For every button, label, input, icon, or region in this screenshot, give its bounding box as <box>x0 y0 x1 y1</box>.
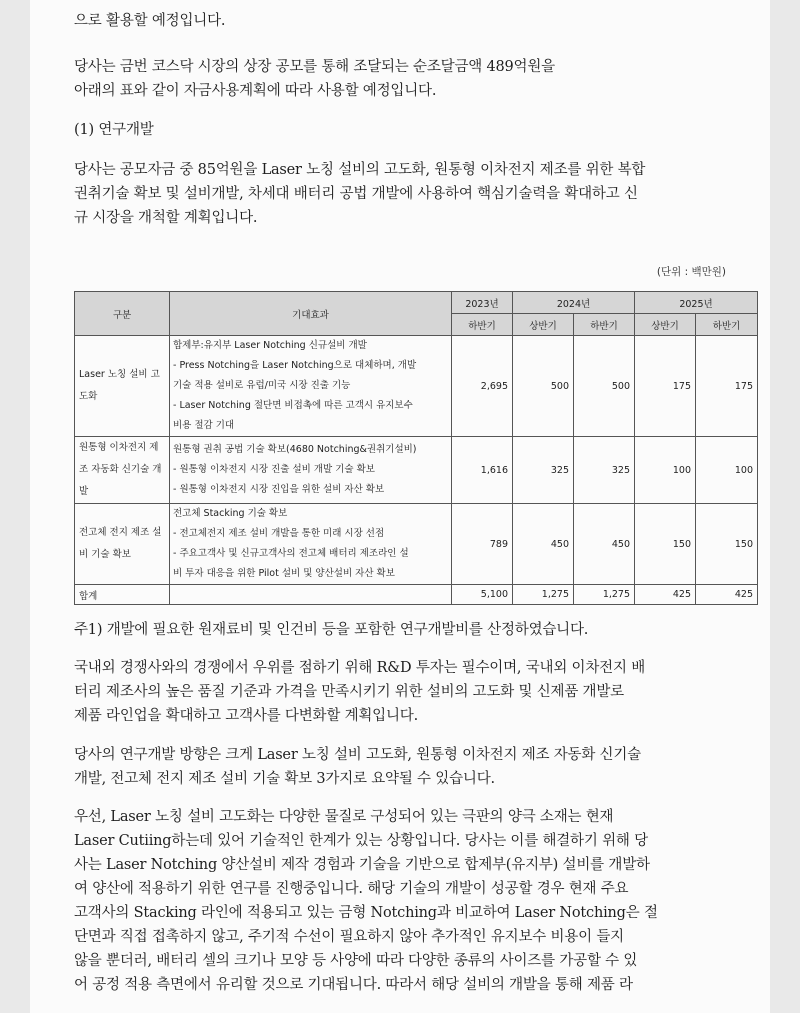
paragraph-competition <box>74 656 734 728</box>
effect-line: - 주요고객사 및 신규고객사의 전고체 배터리 제조라인 설 <box>173 548 409 559</box>
row-effects <box>170 336 452 437</box>
header-half: 하반기 <box>452 314 513 336</box>
value-cell: 150 <box>635 504 696 585</box>
effect-line: 원통형 권취 공법 기술 확보(4680 Notching&권취기설비) <box>173 444 417 455</box>
text-line: (1) 연구개발 <box>74 122 154 138</box>
header-category: 구분 <box>75 292 170 336</box>
total-label: 합계 <box>75 585 170 605</box>
table-total-row <box>75 585 758 605</box>
value-cell: 450 <box>574 504 635 585</box>
section-heading <box>74 118 734 142</box>
header-half: 하반기 <box>696 314 758 336</box>
row-category: 원통형 이차전지 제조 자동화 신기술 개발 <box>75 437 170 504</box>
text-line: 국내외 경쟁사와의 경쟁에서 우위를 점하기 위해 R&D 투자는 필수이며, 국내외 이차전지 배 <box>74 660 646 676</box>
text-line: 당사는 공모자금 중 85억원을 Laser 노칭 설비의 고도화, 원통형 이차전지 제조를 위한 복합 <box>74 162 646 178</box>
table-footnote <box>74 618 734 642</box>
row-category: Laser 노칭 설비 고도화 <box>75 336 170 437</box>
effect-line: - Press Notching을 Laser Notching으로 대체하며, 개발 <box>173 360 417 371</box>
header-year: 2024년 <box>513 292 635 314</box>
text-line: 주1) 개발에 필요한 원재료비 및 인건비 등을 포함한 연구개발비를 산정하였습니다. <box>74 622 589 638</box>
value-cell: 500 <box>513 336 574 437</box>
header-year: 2023년 <box>452 292 513 314</box>
row-effects <box>170 504 452 585</box>
text-line: 단면과 직접 접촉하지 않고, 주기적 수선이 필요하지 않아 추가적인 유지보수 비용이 들지 <box>74 929 624 945</box>
header-effect: 기대효과 <box>170 292 452 336</box>
paragraph-laser-notching <box>74 805 734 997</box>
effect-line: - Laser Notching 절단면 비접촉에 따른 고객시 유지보수 <box>173 400 413 411</box>
text-line: 터리 제조사의 높은 품질 기준과 가격을 만족시키기 위한 설비의 고도화 및 신제품 개발로 <box>74 684 624 700</box>
total-value: 1,275 <box>574 585 635 605</box>
total-empty <box>170 585 452 605</box>
effect-line: 비용 절감 기대 <box>173 420 235 431</box>
paragraph-direction <box>74 743 734 791</box>
header-half: 상반기 <box>513 314 574 336</box>
header-half: 상반기 <box>635 314 696 336</box>
text-line: 고객사의 Stacking 라인에 적용되고 있는 금형 Notching과 비교하여 Laser Notching은 절 <box>74 905 658 921</box>
text-line: 여 양산에 적용하기 위한 연구를 진행중입니다. 해당 기술의 개발이 성공할 경우 현재 주요 <box>74 881 629 897</box>
text-line: 어 공정 적용 측면에서 유리할 것으로 기대됩니다. 따라서 해당 설비의 개발을 통해 제품 라 <box>74 977 633 993</box>
text-line: 우선, Laser 노칭 설비 고도화는 다양한 물질로 구성되어 있는 극판의 양극 소재는 현재 <box>74 809 614 825</box>
table-row <box>75 336 758 437</box>
unit-label: (단위 : 백만원) <box>656 266 726 278</box>
table-header-row <box>75 292 758 314</box>
value-cell: 325 <box>574 437 635 504</box>
effect-line: - 원통형 이차전지 시장 진입을 위한 설비 자산 확보 <box>173 484 385 495</box>
text-line: 않을 뿐더러, 배터리 셀의 크기나 모양 등 사양에 따라 다양한 종류의 사이즈를 가공할 수 있 <box>74 953 638 969</box>
value-cell: 175 <box>635 336 696 437</box>
total-value: 425 <box>635 585 696 605</box>
value-cell: 450 <box>513 504 574 585</box>
header-half: 하반기 <box>574 314 635 336</box>
value-cell: 2,695 <box>452 336 513 437</box>
text-line: 아래의 표와 같이 자금사용계획에 따라 사용할 예정입니다. <box>74 83 437 99</box>
row-category: 전고체 전지 제조 설비 기술 확보 <box>75 504 170 585</box>
value-cell: 150 <box>696 504 758 585</box>
value-cell: 325 <box>513 437 574 504</box>
row-effects <box>170 437 452 504</box>
total-value: 5,100 <box>452 585 513 605</box>
table-row <box>75 437 758 504</box>
fund-usage-table <box>74 291 758 605</box>
value-cell: 500 <box>574 336 635 437</box>
text-line: 당사는 금번 코스닥 시장의 상장 공모를 통해 조달되는 순조달금액 489억원을 <box>74 59 555 75</box>
text-line: 권취기술 확보 및 설비개발, 차세대 배터리 공법 개발에 사용하여 핵심기술력을 확대하고 신 <box>74 186 638 202</box>
paragraph-funding <box>74 55 734 103</box>
effect-line: 전고체 Stacking 기술 확보 <box>173 508 288 519</box>
text-line: 제품 라인업을 확대하고 고객사를 다변화할 계획입니다. <box>74 708 419 724</box>
table-row <box>75 504 758 585</box>
text-line: 개발, 전고체 전지 제조 설비 기술 확보 3가지로 요약될 수 있습니다. <box>74 771 495 787</box>
text-line: 규 시장을 개척할 계획입니다. <box>74 210 258 226</box>
text-line: Laser Cutiing하는데 있어 기술적인 한계가 있는 상황입니다. 당사는 이를 해결하기 위해 당 <box>74 833 648 849</box>
paragraph-rnd-summary <box>74 158 734 230</box>
value-cell: 100 <box>696 437 758 504</box>
paragraph-intro <box>74 9 734 33</box>
text-line: 사는 Laser Notching 양산설비 제작 경험과 기술을 기반으로 합제부(유지부) 설비를 개발하 <box>74 857 650 873</box>
header-year: 2025년 <box>635 292 758 314</box>
value-cell: 789 <box>452 504 513 585</box>
value-cell: 100 <box>635 437 696 504</box>
effect-line: - 원통형 이차전지 시장 진출 설비 개발 기술 확보 <box>173 464 375 475</box>
effect-line: 합제부:유지부 Laser Notching 신규설비 개발 <box>173 340 367 351</box>
value-cell: 1,616 <box>452 437 513 504</box>
text-line: 당사의 연구개발 방향은 크게 Laser 노칭 설비 고도화, 원통형 이차전지 제조 자동화 신기술 <box>74 747 641 763</box>
total-value: 425 <box>696 585 758 605</box>
effect-line: 기술 적용 설비로 유럽/미국 시장 진출 기능 <box>173 380 351 391</box>
total-value: 1,275 <box>513 585 574 605</box>
document-page <box>30 0 770 1013</box>
effect-line: - 전고체전지 제조 설비 개발을 통한 미래 시장 선점 <box>173 528 385 539</box>
effect-line: 비 투자 대응을 위한 Pilot 설비 및 양산설비 자산 확보 <box>173 568 395 579</box>
text-line: 으로 활용할 예정입니다. <box>74 13 226 29</box>
value-cell: 175 <box>696 336 758 437</box>
